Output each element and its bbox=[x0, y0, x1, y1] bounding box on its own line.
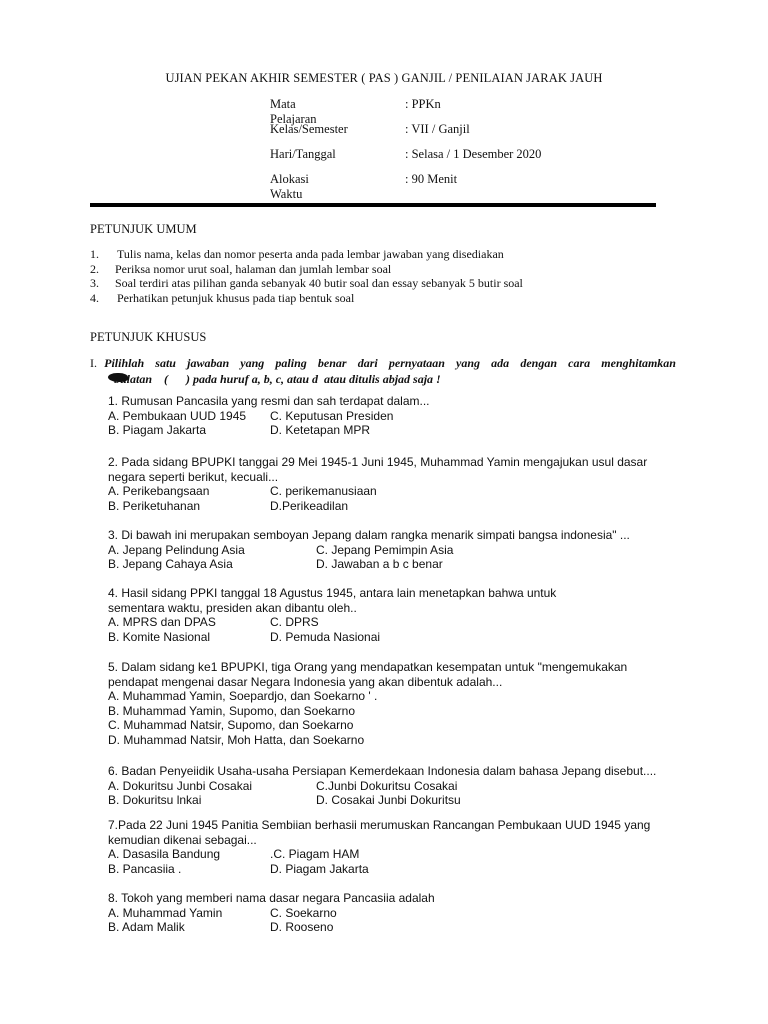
question-1 bbox=[108, 394, 430, 438]
question-text: 5. Dalam sidang ke1 BPUPKI, tiga Orang yang mendapatkan kesempatan untuk "mengemukakan bbox=[108, 660, 628, 674]
instruction-word: yang bbox=[456, 356, 481, 370]
answer-option[interactable]: D.Perikeadilan bbox=[270, 498, 349, 513]
meta-label: Mata Pelajaran bbox=[270, 97, 317, 126]
answer-option[interactable]: C. Jepang Pemimpin Asia bbox=[316, 542, 454, 557]
option-row bbox=[108, 847, 650, 862]
option-row bbox=[108, 689, 627, 704]
answer-option[interactable]: A. Jepang Pelindung Asia bbox=[108, 542, 245, 557]
answer-option[interactable]: B. Dokuritsu lnkai bbox=[108, 793, 202, 807]
instruction-word: yang bbox=[240, 356, 265, 370]
answer-option[interactable]: B. Adam Malik bbox=[108, 920, 185, 934]
list-number: 2. bbox=[90, 261, 99, 276]
header-divider bbox=[90, 203, 656, 207]
instruction-word: benar bbox=[317, 356, 347, 370]
section-number: I. bbox=[90, 356, 97, 370]
answer-option[interactable]: D. Pemuda Nasionai bbox=[270, 629, 381, 644]
list-text: Soal terdiri atas pilihan ganda sebanyak 40 butir soal dan essay sebanyak 5 butir soal bbox=[115, 276, 523, 290]
question-8 bbox=[108, 891, 435, 935]
answer-option[interactable]: D. Ketetapan MPR bbox=[270, 423, 371, 437]
answer-option[interactable]: A. Muhammad Yamin bbox=[108, 905, 223, 920]
answer-option[interactable]: D. Rooseno bbox=[270, 920, 334, 934]
option-row bbox=[108, 733, 627, 748]
answer-option[interactable]: B. Piagam Jakarta bbox=[108, 423, 207, 437]
instruction-word: ada bbox=[491, 356, 510, 370]
question-5 bbox=[108, 660, 627, 747]
meta-value: : VII / Ganjil bbox=[405, 122, 470, 136]
option-row bbox=[108, 718, 627, 733]
question-text: kemudian dikenai sebagai... bbox=[108, 832, 257, 847]
option-row bbox=[108, 557, 630, 572]
answer-option[interactable]: D. Piagam Jakarta bbox=[270, 861, 369, 876]
list-text: Periksa nomor urut soal, halaman dan jumlah lembar soal bbox=[115, 261, 392, 276]
answer-option[interactable]: B. Komite Nasional bbox=[108, 629, 211, 644]
meta-label: Alokasi Waktu bbox=[270, 172, 309, 201]
list-number: 1. bbox=[90, 247, 99, 261]
answer-option[interactable]: A. Dokuritsu Junbi Cosakai bbox=[108, 778, 253, 793]
instruction-word: pernyataan bbox=[388, 356, 445, 370]
question-text: 3. Di bawah ini merupakan semboyan Jepang dalam rangka menarik simpati bangsa indonesia" ... bbox=[108, 528, 630, 542]
instruction-text: bulatan ( ) pada huruf a, b, c, atau d atau ditulis abjad saja ! bbox=[114, 372, 441, 386]
option-row bbox=[108, 409, 430, 424]
meta-value: : Selasa / 1 Desember 2020 bbox=[405, 147, 542, 161]
question-text: 6. Badan Penyeiidik Usaha-usaha Persiapan Kemerdekaan Indonesia dalam bahasa Jepang disebut.... bbox=[108, 764, 657, 778]
list-text: Tulis nama, kelas dan nomor peserta anda pada lembar jawaban yang disediakan bbox=[117, 247, 504, 261]
answer-option[interactable]: D. Jawaban a b c benar bbox=[316, 557, 443, 571]
instruction-line-1 bbox=[90, 355, 676, 371]
question-6 bbox=[108, 764, 656, 808]
answer-option[interactable]: C. perikemanusiaan bbox=[270, 484, 377, 498]
option-row bbox=[108, 920, 435, 935]
answer-option[interactable]: A. MPRS dan DPAS bbox=[108, 615, 216, 629]
answer-option[interactable]: B. Periketuhanan bbox=[108, 498, 201, 513]
instruction-word: cara bbox=[568, 356, 591, 370]
answer-option[interactable]: B. Jepang Cahaya Asia bbox=[108, 557, 233, 571]
option-row bbox=[108, 484, 647, 499]
question-text: 4. Hasil sidang PPKI tanggal 18 Agustus 1945, antara lain menetapkan bahwa untuk bbox=[108, 586, 557, 600]
option-row bbox=[108, 615, 556, 630]
meta-value: : 90 Menit bbox=[405, 172, 458, 186]
option-row bbox=[108, 704, 627, 719]
option-row bbox=[108, 793, 656, 808]
answer-option[interactable]: D. Muhammad Natsir, Moh Hatta, dan Soekarno bbox=[108, 732, 365, 747]
answer-option[interactable]: .C. Piagam HAM bbox=[270, 847, 360, 861]
answer-option[interactable]: B. Muhammad Yamin, Supomo, dan Soekarno bbox=[108, 703, 356, 718]
option-row bbox=[108, 499, 647, 514]
general-instructions-heading: PETUNJUK UMUM bbox=[90, 222, 197, 236]
question-7 bbox=[108, 818, 650, 876]
option-row bbox=[108, 630, 556, 645]
instruction-word: dari bbox=[357, 356, 378, 370]
answer-option[interactable]: C. Muhammad Natsir, Supomo, dan Soekarno bbox=[108, 718, 354, 732]
answer-option[interactable]: A. Perikebangsaan bbox=[108, 484, 210, 498]
answer-option[interactable]: C. Soekarno bbox=[270, 905, 337, 920]
list-text: Perhatikan petunjuk khusus pada tiap bentuk soal bbox=[117, 290, 355, 305]
question-text: 1. Rumusan Pancasila yang resmi dan sah terdapat dalam... bbox=[108, 394, 430, 408]
answer-option[interactable]: C. Keputusan Presiden bbox=[270, 408, 394, 423]
instruction-line-2 bbox=[90, 371, 676, 387]
answer-option[interactable]: C. DPRS bbox=[270, 615, 319, 629]
option-row bbox=[108, 543, 630, 558]
meta-label: Kelas/Semester bbox=[270, 122, 348, 136]
question-4 bbox=[108, 586, 556, 644]
question-3 bbox=[108, 528, 630, 572]
instruction-word: satu bbox=[155, 356, 176, 370]
instruction-word: Pilihlah bbox=[104, 356, 145, 370]
instruction-word: dengan bbox=[520, 356, 557, 370]
exam-title: UJIAN PEKAN AKHIR SEMESTER ( PAS ) GANJIL / PENILAIAN JARAK JAUH bbox=[165, 71, 603, 85]
option-row bbox=[108, 862, 650, 877]
question-text: sementara waktu, presiden akan dibantu oleh.. bbox=[108, 600, 357, 615]
question-text: negara seperti berikut, kecuali... bbox=[108, 469, 279, 484]
option-row bbox=[108, 423, 430, 438]
answer-option[interactable]: C.Junbi Dokuritsu Cosakai bbox=[316, 778, 458, 793]
question-text: 7.Pada 22 Juni 1945 Panitia Sembiian berhasii merumuskan Rancangan Pembukaan UUD 1945 yang bbox=[108, 818, 651, 832]
question-text: pendapat mengenai dasar Negara Indonesia yang akan dibentuk adalah... bbox=[108, 674, 503, 689]
option-row bbox=[108, 779, 656, 794]
option-row bbox=[108, 906, 435, 921]
instruction-word: jawaban bbox=[187, 356, 230, 370]
specific-instructions bbox=[90, 355, 676, 387]
list-number: 4. bbox=[90, 290, 99, 305]
question-2 bbox=[108, 455, 647, 513]
answer-option[interactable]: D. Cosakai Junbi Dokuritsu bbox=[316, 793, 461, 807]
instruction-word: menghitamkan bbox=[601, 356, 676, 370]
answer-option[interactable]: A. Dasasila Bandung bbox=[108, 847, 221, 861]
question-text: 8. Tokoh yang memberi nama dasar negara Pancasiia adalah bbox=[108, 891, 435, 905]
answer-option[interactable]: A. Muhammad Yamin, Soepardjo, dan Soekarno ' . bbox=[108, 689, 378, 703]
specific-instructions-heading: PETUNJUK KHUSUS bbox=[90, 330, 207, 344]
question-text: 2. Pada sidang BPUPKI tanggai 29 Mei 1945-1 Juni 1945, Muhammad Yamin mengajukan usul dasar bbox=[108, 455, 648, 469]
meta-label: Hari/Tanggal bbox=[270, 147, 336, 161]
answer-option[interactable]: A. Pembukaan UUD 1945 bbox=[108, 408, 247, 423]
instruction-word: paling bbox=[275, 356, 307, 370]
answer-option[interactable]: B. Pancasiia . bbox=[108, 861, 182, 876]
list-number: 3. bbox=[90, 276, 99, 290]
meta-value: : PPKn bbox=[405, 97, 441, 111]
